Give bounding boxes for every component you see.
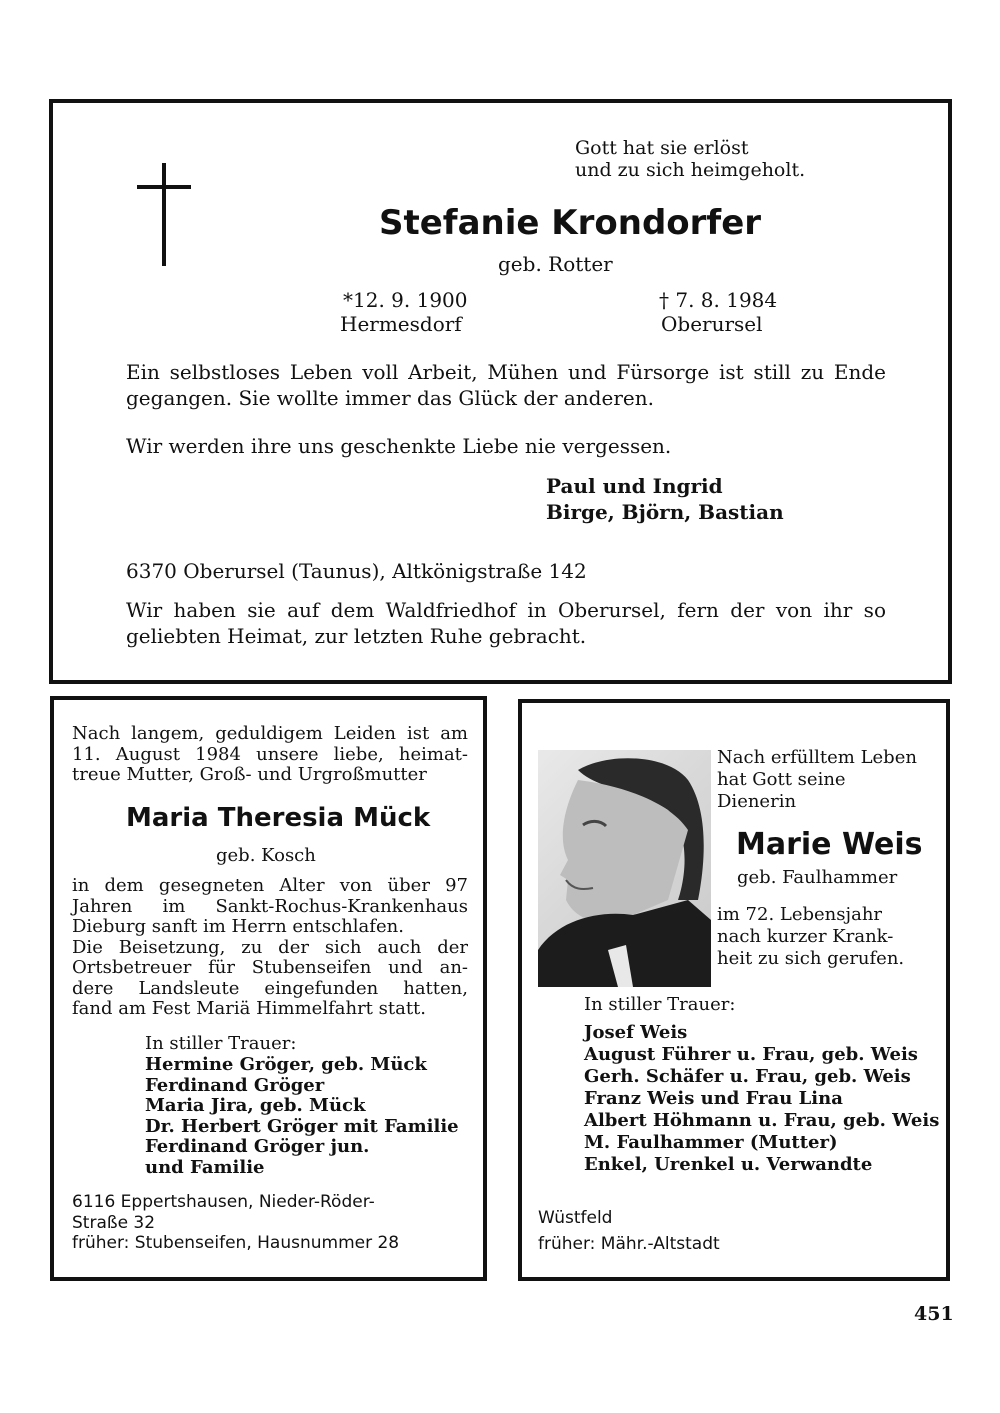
place: Wüstfeld <box>538 1208 613 1228</box>
text-line-4: Die Beisetzung, zu der sich auch der <box>72 936 468 958</box>
cross-icon-bar <box>137 185 191 189</box>
mourner: August Führer u. Frau, geb. Weis <box>584 1044 918 1065</box>
address-line-2: Straße 32 <box>72 1212 156 1233</box>
quote-line-1: Gott hat sie erlöst <box>575 137 749 159</box>
mourners-list <box>145 1055 459 1178</box>
mourner: Josef Weis <box>584 1022 688 1043</box>
intro-line-3: treue Mutter, Groß- und Urgroßmutter <box>72 764 427 785</box>
cross-icon <box>162 163 166 266</box>
mourner: Franz Weis und Frau Lina <box>584 1088 843 1109</box>
text-line-1: im 72. Lebensjahr <box>717 904 883 925</box>
mourner: Gerh. Schäfer u. Frau, geb. Weis <box>584 1066 911 1087</box>
obituary-krondorfer <box>49 99 952 684</box>
intro-line-2: hat Gott seine <box>717 769 846 790</box>
address: 6370 Oberursel (Taunus), Altkönigstraße 142 <box>126 559 587 583</box>
address-line-3: früher: Stubenseifen, Hausnummer 28 <box>72 1233 400 1253</box>
mourner: Dr. Herbert Gröger mit Familie <box>145 1115 459 1137</box>
text-block <box>72 876 468 1020</box>
mourner: Enkel, Urenkel u. Verwandte <box>584 1154 873 1175</box>
address-line-1: 6116 Eppertshausen, Nieder-Röder- <box>72 1192 375 1212</box>
obituary-weis <box>518 699 950 1281</box>
death-date: † 7. 8. 1984 <box>659 288 778 312</box>
intro-line-3: Dienerin <box>717 791 797 812</box>
portrait-image <box>538 750 711 987</box>
text-line-1: in dem gesegneten Alter von über 97 <box>72 875 468 896</box>
text-line-2: nach kurzer Krank- <box>717 926 894 947</box>
maiden-name: geb. Kosch <box>216 845 316 866</box>
address-block <box>72 1192 399 1254</box>
intro-line-1: Nach erfülltem Leben <box>717 747 917 768</box>
birth-date: *12. 9. 1900 <box>343 288 468 312</box>
deceased-name: Stefanie Krondorfer <box>379 203 762 243</box>
mourner: Maria Jira, geb. Mück <box>145 1095 366 1116</box>
quote-line-2: und zu sich heimgeholt. <box>575 159 806 181</box>
paragraph-love: Wir werden ihre uns geschenkte Liebe nie vergessen. <box>126 434 672 458</box>
mourner: M. Faulhammer (Mutter) <box>584 1132 838 1153</box>
portrait-photo <box>538 750 711 987</box>
mourner: Hermine Gröger, geb. Mück <box>145 1054 427 1075</box>
text-line-7: fand am Fest Mariä Himmelfahrt statt. <box>72 998 427 1019</box>
mourning-label: In stiller Trauer: <box>145 1033 297 1054</box>
signer-line-2: Birge, Björn, Bastian <box>546 500 784 524</box>
mourners-list <box>584 1022 939 1176</box>
text-line-6: dere Landsleute eingefunden hatten, <box>72 977 468 999</box>
maiden-name: geb. Rotter <box>498 252 613 276</box>
death-place: Oberursel <box>661 312 763 336</box>
deceased-name: Marie Weis <box>736 827 923 862</box>
birth-place: Hermesdorf <box>340 312 462 336</box>
mourner: Albert Höhmann u. Frau, geb. Weis <box>584 1110 940 1131</box>
intro-line-2: 11. August 1984 unsere liebe, heimat- <box>72 743 468 765</box>
obituary-mueck <box>50 696 487 1281</box>
mourning-label: In stiller Trauer: <box>584 994 736 1015</box>
maiden-name: geb. Faulhammer <box>737 867 898 888</box>
signer-line-1: Paul und Ingrid <box>546 474 723 498</box>
mourner: und Familie <box>145 1156 265 1178</box>
paragraph-life: Ein selbstloses Leben voll Arbeit, Mühen und Fürsorge ist still zu Ende gegangen. Sie wollte immer das Glück der anderen. <box>126 360 886 410</box>
text-line-3: heit zu sich gerufen. <box>717 948 905 969</box>
text-line-2: Jahren im Sankt-Rochus-Krankenhaus <box>72 895 468 917</box>
page-number: 451 <box>914 1303 954 1325</box>
deceased-name: Maria Theresia Mück <box>126 803 431 833</box>
intro-line-1: Nach langem, geduldigem Leiden ist am <box>72 723 468 744</box>
text-line-5: Ortsbetreuer für Stubenseifen und an- <box>72 957 468 978</box>
text-line-3: Dieburg sanft im Herrn entschlafen. <box>72 916 404 937</box>
burial-note: Wir haben sie auf dem Waldfriedhof in Oberursel, fern der von ihr so geliebten Heimat, zur letzten Ruhe gebracht. <box>126 598 886 648</box>
origin: früher: Mähr.-Altstadt <box>538 1234 720 1254</box>
mourner: Ferdinand Gröger jun. <box>145 1136 370 1157</box>
intro-block <box>72 724 468 786</box>
mourner: Ferdinand Gröger <box>145 1074 325 1096</box>
